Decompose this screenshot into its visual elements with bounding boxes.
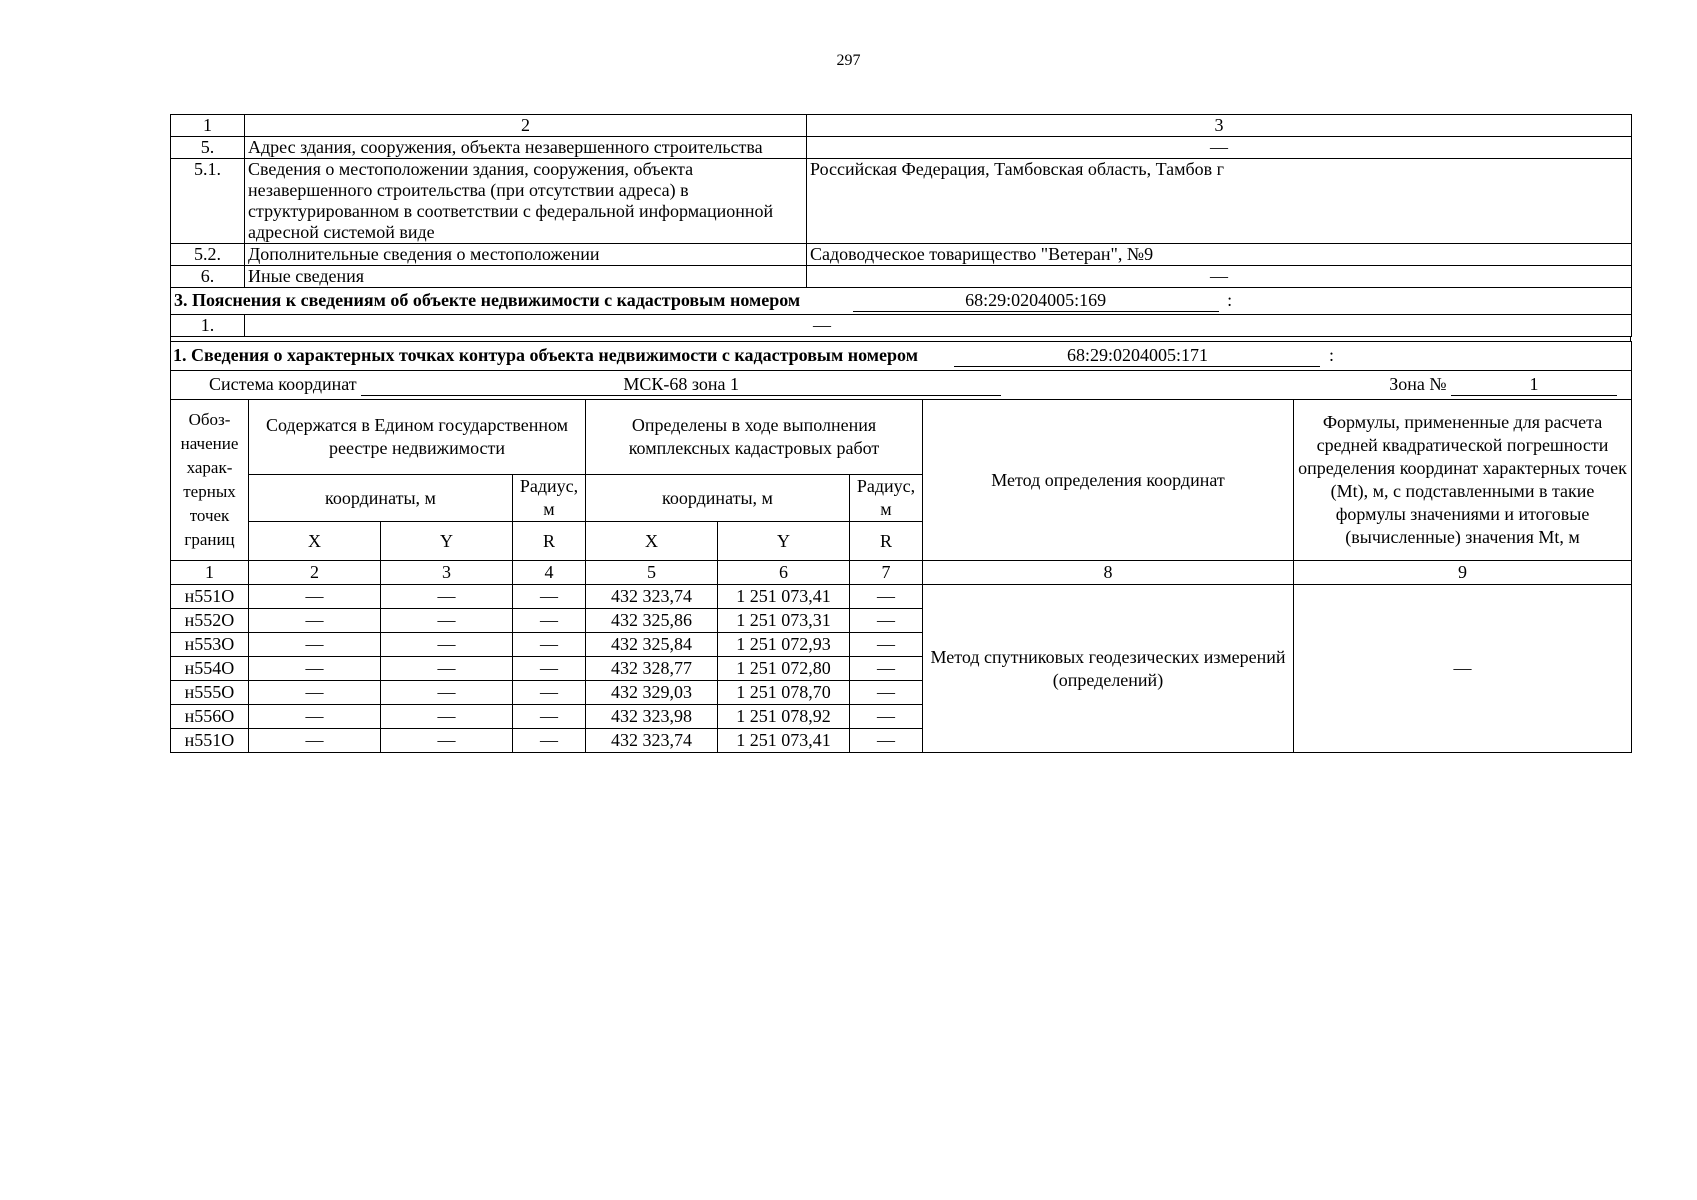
point-id: н551О [171,729,249,753]
point-id: н556О [171,705,249,729]
table-row [171,315,1632,337]
header-r: R [513,522,586,561]
col-number: 2 [249,561,381,585]
header-coords: координаты, м [586,475,850,522]
egrn-r: — [513,609,586,633]
coord-x: 432 323,74 [586,729,718,753]
section-title: 1. Сведения о характерных точках контура объекта недвижимости с кадастровым номером [173,345,918,365]
row-value: — [245,315,1632,337]
coord-x: 432 325,84 [586,633,718,657]
egrn-y: — [381,705,513,729]
coord-r: — [850,633,923,657]
egrn-r: — [513,633,586,657]
point-id: н552О [171,609,249,633]
col-number: 6 [718,561,850,585]
header-radius: Радиус, м [850,475,923,522]
coord-y: 1 251 073,41 [718,585,850,609]
egrn-x: — [249,681,381,705]
colon: : [1227,290,1233,310]
row-number: 6. [171,266,245,288]
col-number: 3 [807,115,1632,137]
point-id: н551О [171,585,249,609]
coord-y: 1 251 078,70 [718,681,850,705]
document-sheet [170,114,1631,753]
header-y: Y [381,522,513,561]
col-number: 2 [245,115,807,137]
section-title-row [171,342,1632,371]
coord-system-value: МСК-68 зона 1 [361,374,1001,396]
cadastral-number: 68:29:0204005:171 [954,345,1320,367]
formula-value: — [1294,585,1632,753]
col-number: 7 [850,561,923,585]
coord-x: 432 329,03 [586,681,718,705]
zone-value: 1 [1451,374,1617,396]
header-y: Y [718,522,850,561]
page-number: 297 [836,52,861,69]
coord-system-label: Система координат [209,374,357,394]
header-coords: координаты, м [249,475,513,522]
coord-x: 432 323,98 [586,705,718,729]
row-value: Садоводческое товарищество "Ветеран", №9 [807,244,1632,266]
egrn-y: — [381,609,513,633]
header-radius: Радиус, м [513,475,586,522]
point-id: н554О [171,657,249,681]
coord-x: 432 328,77 [586,657,718,681]
coord-y: 1 251 073,41 [718,729,850,753]
header-row [171,400,1632,475]
header-x: X [249,522,381,561]
coord-x: 432 325,86 [586,609,718,633]
section-title-row [171,288,1632,315]
row-value: Российская Федерация, Тамбовская область, Тамбов г [807,159,1632,244]
egrn-x: — [249,705,381,729]
method-value: Метод спутниковых геодезических измерений (определений) [923,585,1294,753]
coord-r: — [850,585,923,609]
header-r: R [850,522,923,561]
point-id: н553О [171,633,249,657]
col-number: 4 [513,561,586,585]
column-number-row [171,115,1632,137]
row-label: Адрес здания, сооружения, объекта незавершенного строительства [245,137,807,159]
coord-x: 432 323,74 [586,585,718,609]
coord-y: 1 251 072,80 [718,657,850,681]
header-point-designation: Обоз-начение харак-терных точек границ [171,400,249,561]
egrn-y: — [381,681,513,705]
colon: : [1328,345,1334,365]
egrn-y: — [381,657,513,681]
header-x: X [586,522,718,561]
coord-r: — [850,681,923,705]
coord-y: 1 251 073,31 [718,609,850,633]
coord-r: — [850,705,923,729]
egrn-y: — [381,633,513,657]
row-number: 5. [171,137,245,159]
coord-r: — [850,609,923,633]
col-number: 1 [171,115,245,137]
table-row [171,266,1632,288]
row-value: — [807,266,1632,288]
egrn-r: — [513,681,586,705]
egrn-r: — [513,657,586,681]
row-label: Сведения о местоположении здания, сооружения, объекта незавершенного строительства (при отсутствии адреса) в структурированном в соответствии с федеральной информационной адресной системой виде [245,159,807,244]
egrn-x: — [249,633,381,657]
egrn-y: — [381,729,513,753]
col-number: 3 [381,561,513,585]
coord-r: — [850,657,923,681]
col-number: 9 [1294,561,1632,585]
header-method: Метод определения координат [923,400,1294,561]
header-egrn: Содержатся в Едином государственном реестре недвижимости [249,400,586,475]
cadastral-number: 68:29:0204005:169 [853,290,1219,312]
egrn-r: — [513,729,586,753]
row-number: 1. [171,315,245,337]
coord-r: — [850,729,923,753]
egrn-y: — [381,585,513,609]
table-row [171,585,1632,609]
zone-label: Зона № [1389,374,1447,394]
egrn-x: — [249,729,381,753]
column-number-row [171,561,1632,585]
egrn-x: — [249,609,381,633]
coord-system-row [171,371,1632,400]
table-row [171,159,1632,244]
row-label: Иные сведения [245,266,807,288]
col-number: 5 [586,561,718,585]
points-table [170,341,1632,753]
address-table [170,114,1632,337]
row-number: 5.1. [171,159,245,244]
row-value: — [807,137,1632,159]
egrn-x: — [249,657,381,681]
egrn-r: — [513,585,586,609]
coord-y: 1 251 072,93 [718,633,850,657]
coord-y: 1 251 078,92 [718,705,850,729]
egrn-x: — [249,585,381,609]
table-row [171,244,1632,266]
point-id: н555О [171,681,249,705]
col-number: 8 [923,561,1294,585]
header-formulas: Формулы, примененные для расчета средней квадратической погрешности определения координат характерных точек (Mt), м, с подставленными в такие формулы значениями и итоговые (вычисленные) значения Mt, м [1294,400,1632,561]
egrn-r: — [513,705,586,729]
col-number: 1 [171,561,249,585]
row-label: Дополнительные сведения о местоположении [245,244,807,266]
table-row [171,137,1632,159]
section-title: 3. Пояснения к сведениям об объекте недвижимости с кадастровым номером [174,290,801,310]
header-kkr: Определены в ходе выполнения комплексных кадастровых работ [586,400,923,475]
row-number: 5.2. [171,244,245,266]
